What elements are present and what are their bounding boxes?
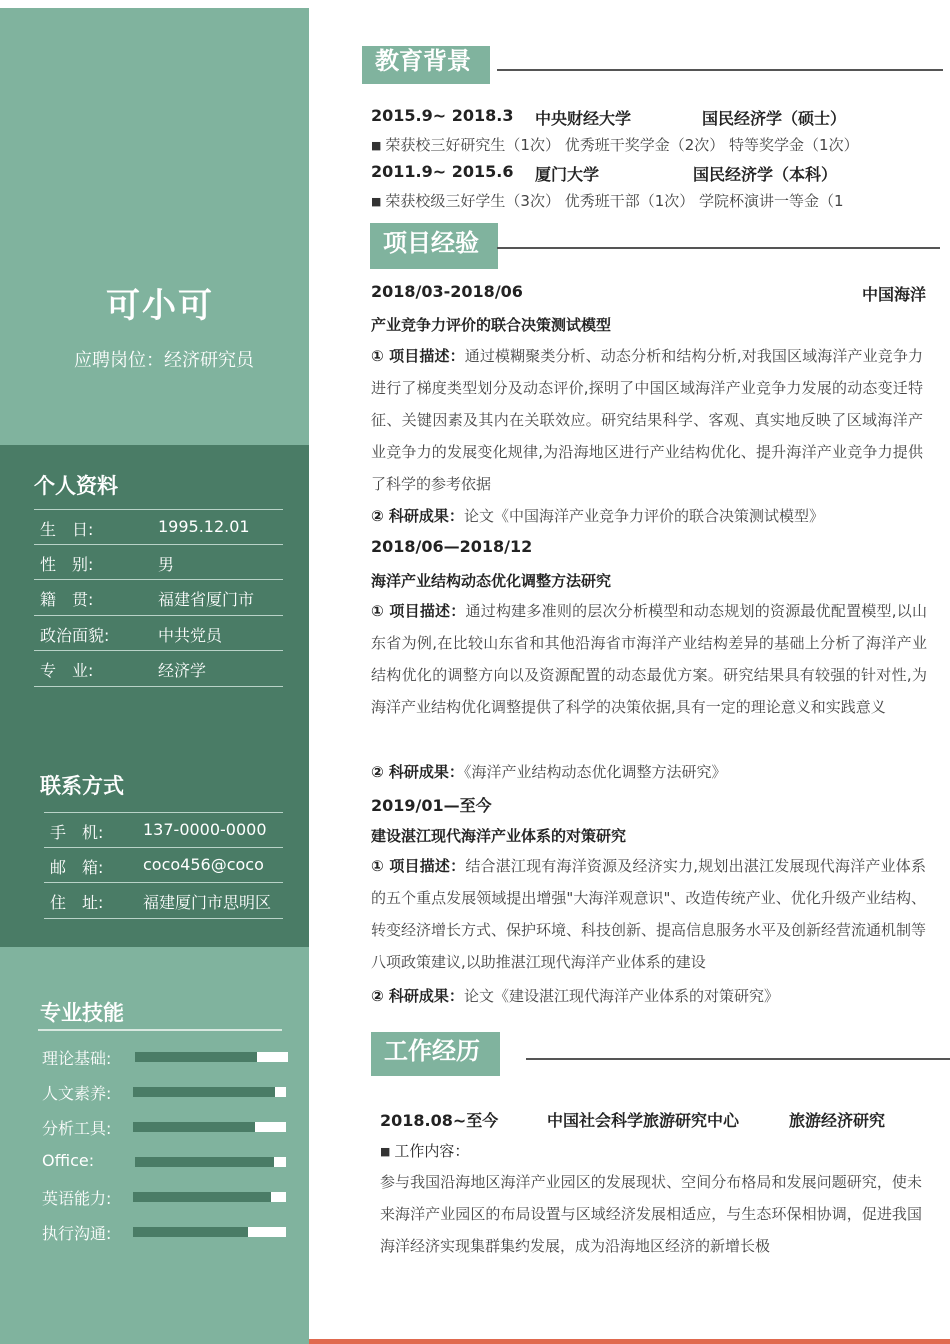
skill-label: Office:: [42, 1151, 95, 1170]
skill-bar: [135, 1157, 286, 1167]
project-result-label: ② 科研成果：: [371, 763, 464, 781]
candidate-name: 可小可: [106, 286, 214, 326]
contact-row: [44, 848, 283, 884]
bottom-accent-line: [309, 1339, 950, 1344]
education-divider: [497, 69, 943, 71]
edu-school: 中央财经大学: [535, 109, 632, 128]
contact-title: 联系方式: [40, 774, 124, 798]
address-value: 福建厦门市思明区: [143, 893, 272, 912]
project-result-text: 《海洋产业结构动态优化调整方法研究》: [463, 763, 727, 781]
info-value: 1995.12.01: [158, 517, 250, 536]
info-row: [34, 509, 283, 545]
contact-list: [44, 812, 283, 919]
info-label: 籍 贯:: [40, 590, 94, 609]
project-name: 海洋产业结构动态优化调整方法研究: [371, 572, 612, 590]
info-label: 专 业:: [40, 661, 94, 680]
project-result: [371, 505, 824, 526]
info-row: [34, 545, 283, 581]
project-description-text: 通过构建多准则的层次分析模型和动态规划的资源最优配置模型,以山东省为例,在比较山东省和其他沿海省市海洋产业结构差异的基础上分析了海洋产业结构优化的调整方向以及资源配置的动态最优方案。研究结果具有较强的针对性,为海洋产业结构优化调整提供了科学的决策依据,具有一定的理论意义和实践意义: [371, 602, 927, 716]
info-value: 中共党员: [158, 625, 223, 645]
skill-label: 执行沟通:: [42, 1224, 112, 1243]
skill-label: 人文素养:: [42, 1084, 112, 1103]
project-name: 建设湛江现代海洋产业体系的对策研究: [371, 827, 627, 845]
work-content-label: 工作内容：: [394, 1142, 470, 1160]
info-label: 生 日:: [40, 520, 94, 539]
edu-major: 国民经济学（本科）: [693, 165, 838, 184]
edu-honors: [371, 134, 859, 155]
contact-label: 邮 箱:: [50, 857, 104, 877]
skill-bar-fill: [133, 1227, 248, 1237]
skill-row: [42, 1151, 292, 1171]
skill-bar-fill: [133, 1192, 271, 1202]
skill-bar-fill: [135, 1052, 257, 1062]
project-description: [371, 595, 927, 723]
skill-bar-fill: [133, 1087, 275, 1097]
edu-honors: [371, 190, 916, 211]
skill-bar: [133, 1192, 286, 1202]
work-role: 旅游经济研究: [789, 1111, 886, 1130]
project-result: [371, 985, 779, 1006]
bullet-square-icon: ■: [380, 1145, 391, 1158]
skill-row: [42, 1221, 292, 1241]
phone-value[interactable]: 137-0000-0000: [143, 820, 267, 839]
edu-period: 2015.9~ 2018.3: [371, 106, 514, 125]
skills-divider: [38, 1029, 282, 1031]
project-description-label: ① 项目描述：: [371, 602, 466, 620]
info-value: 福建省厦门市: [158, 590, 255, 609]
project-description-label: ① 项目描述：: [371, 347, 465, 365]
skill-row: [42, 1046, 292, 1066]
skill-row: [42, 1116, 292, 1136]
project-period: 2018/06—2018/12: [371, 537, 533, 556]
contact-row: [44, 883, 283, 919]
applied-position: 应聘岗位：经济研究员: [74, 350, 254, 371]
project-description: [371, 340, 923, 500]
info-row: [34, 616, 283, 652]
project-name: 产业竞争力评价的联合决策测试模型: [371, 316, 612, 334]
skill-bar: [133, 1122, 286, 1132]
skill-row: [42, 1186, 292, 1206]
skill-label: 理论基础:: [42, 1049, 112, 1068]
info-value: 经济学: [158, 661, 207, 680]
bullet-square-icon: ■: [371, 139, 382, 152]
project-description-text: 通过模糊聚类分析、动态分析和结构分析,对我国区域海洋产业竞争力进行了梯度类型划分及动态评价,探明了中国区域海洋产业竞争力发展的动态变迁特征、关键因素及其内在关联效应。研究结果科学、客观、真实地反映了区域海洋产业竞争力的发展变化规律,为沿海地区进行产业结构优化、提升海洋产业竞争力提供了科学的参考依据: [371, 347, 923, 493]
project-result-text: 论文《建设湛江现代海洋产业体系的对策研究》: [463, 987, 779, 1005]
info-label: 政治面貌:: [40, 625, 110, 645]
project-period: 2019/01—至今: [371, 796, 492, 815]
bullet-square-icon: ■: [371, 195, 382, 208]
project-description-label: ① 项目描述：: [371, 857, 466, 875]
info-row: [34, 651, 283, 687]
skill-label: 英语能力:: [42, 1189, 112, 1208]
projects-section-title: 项目经验: [370, 223, 498, 269]
work-section-title: 工作经历: [371, 1032, 500, 1076]
info-label: 性 别:: [40, 554, 94, 574]
work-content-heading: [380, 1140, 469, 1161]
project-description-text: 结合湛江现有海洋资源及经济实力,规划出湛江发展现代海洋产业体系的五个重点发展领域提出增强"大海洋观意识"、改造传统产业、优化升级产业结构、转变经济增长方式、保护环境、科技创新、提高信息服务水平及创新经营流通机制等八项政策建议,以助推湛江现代海洋产业体系的建设: [371, 857, 927, 971]
contact-row: [44, 812, 283, 848]
project-period: 2018/03-2018/06: [371, 282, 523, 301]
project-result: [371, 761, 726, 782]
skill-bar: [133, 1227, 286, 1237]
skills-title: 专业技能: [40, 1001, 124, 1025]
education-section-title: 教育背景: [362, 46, 490, 84]
work-content: 参与我国沿海地区海洋产业园区的发展现状、空间分布格局和发展问题研究，使未来海洋产业园区的布局设置与区域经济发展相适应，与生态环保相协调，促进我国海洋经济实现集群集约发展，成为沿海地区经济的新增长极: [380, 1173, 922, 1255]
work-divider: [526, 1058, 950, 1060]
info-value: 男: [158, 554, 175, 574]
edu-honors-text: 荣获校三好研究生（1次） 优秀班干奖学金（2次） 特等奖学金（1次）: [385, 136, 859, 154]
work-org: 中国社会科学旅游研究中心: [547, 1111, 740, 1130]
info-row: [34, 580, 283, 616]
skill-bar: [133, 1087, 286, 1097]
project-result-label: ② 科研成果：: [371, 507, 464, 525]
skill-bar-fill: [133, 1122, 255, 1132]
personal-info-list: [34, 509, 283, 687]
skill-row: [42, 1081, 292, 1101]
skill-bar-fill: [135, 1157, 274, 1167]
work-period: 2018.08~至今: [380, 1111, 499, 1130]
skill-bar: [135, 1052, 288, 1062]
projects-divider: [497, 247, 940, 249]
edu-school: 厦门大学: [535, 165, 600, 184]
contact-label: 住 址:: [50, 893, 104, 912]
project-result-label: ② 科研成果：: [371, 987, 464, 1005]
edu-honors-text: 荣获校级三好学生（3次） 优秀班干部（1次） 学院杯演讲一等金（1: [385, 192, 844, 210]
skill-label: 分析工具:: [42, 1119, 112, 1138]
edu-period: 2011.9~ 2015.6: [371, 162, 514, 181]
project-org: 中国海洋: [862, 285, 927, 304]
project-result-text: 论文《中国海洋产业竞争力评价的联合决策测试模型》: [463, 507, 824, 525]
edu-major: 国民经济学（硕士）: [702, 109, 847, 128]
personal-info-title: 个人资料: [34, 474, 118, 498]
email-value[interactable]: coco456@coco: [143, 854, 264, 874]
project-description: [371, 850, 926, 978]
contact-label: 手 机:: [50, 823, 104, 842]
